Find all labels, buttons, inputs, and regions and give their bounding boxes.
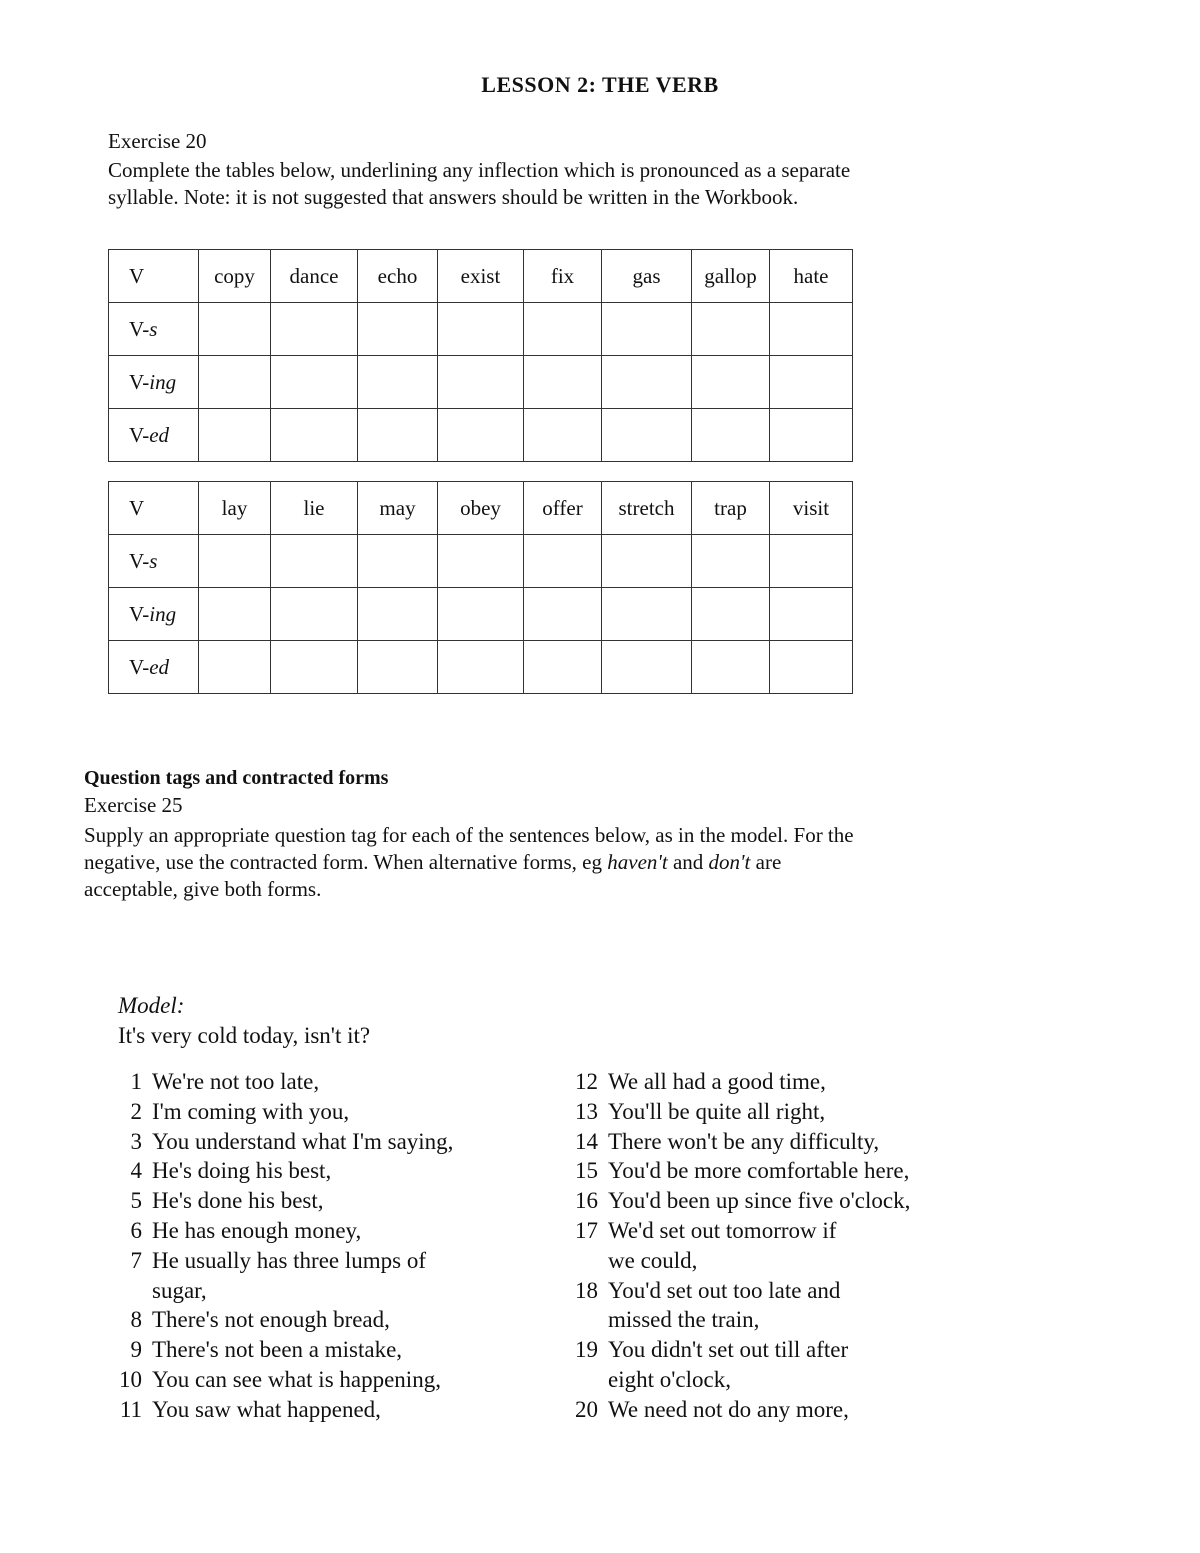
row-v bbox=[109, 250, 853, 303]
row-label bbox=[109, 588, 199, 641]
answer-cell bbox=[271, 303, 358, 356]
answer-cell bbox=[602, 641, 692, 694]
row-v-s bbox=[109, 303, 853, 356]
item-number: 3 bbox=[130, 1128, 142, 1154]
list-item bbox=[112, 1305, 562, 1335]
verb-cell: lay bbox=[199, 482, 271, 535]
item-number: 18 bbox=[575, 1277, 598, 1303]
answer-cell bbox=[199, 641, 271, 694]
item-number: 7 bbox=[130, 1247, 142, 1273]
item-number: 5 bbox=[130, 1188, 142, 1214]
item-text: He usually has three lumps of bbox=[152, 1247, 427, 1273]
answer-cell bbox=[358, 409, 438, 462]
answer-cell bbox=[692, 588, 770, 641]
verb-cell: copy bbox=[199, 250, 271, 303]
verb-cell: may bbox=[358, 482, 438, 535]
answer-cell bbox=[770, 356, 853, 409]
answer-cell bbox=[692, 409, 770, 462]
item-text: You saw what happened, bbox=[152, 1396, 381, 1422]
item-text: He's done his best, bbox=[152, 1188, 324, 1214]
answer-cell bbox=[602, 356, 692, 409]
item-text: There's not enough bread, bbox=[152, 1307, 390, 1333]
answer-cell bbox=[358, 303, 438, 356]
answer-cell bbox=[438, 641, 524, 694]
verb-cell: exist bbox=[438, 250, 524, 303]
row-label-suffix: s bbox=[149, 548, 158, 573]
row-v-ing bbox=[109, 356, 853, 409]
item-number: 10 bbox=[119, 1366, 142, 1392]
list-item bbox=[112, 1156, 562, 1186]
row-label bbox=[109, 409, 199, 462]
answer-cell bbox=[692, 641, 770, 694]
answer-cell bbox=[524, 641, 602, 694]
verb-cell: offer bbox=[524, 482, 602, 535]
item-text: You understand what I'm saying, bbox=[152, 1128, 454, 1154]
item-number: 9 bbox=[130, 1337, 142, 1363]
row-label bbox=[109, 535, 199, 588]
verb-cell: hate bbox=[770, 250, 853, 303]
item-text: We'd set out tomorrow if bbox=[608, 1217, 837, 1243]
answer-cell bbox=[524, 303, 602, 356]
item-text: sugar, bbox=[152, 1277, 207, 1303]
answer-cell bbox=[438, 535, 524, 588]
row-label-prefix: V- bbox=[129, 601, 150, 626]
answer-cell bbox=[438, 588, 524, 641]
instruction-text-c: are acceptable, give both forms. bbox=[84, 850, 782, 901]
row-label-prefix: V- bbox=[129, 548, 150, 573]
row-v-ed bbox=[109, 641, 853, 694]
list-item bbox=[568, 1246, 1008, 1276]
verb-cell: fix bbox=[524, 250, 602, 303]
answer-cell bbox=[770, 303, 853, 356]
row-label bbox=[109, 356, 199, 409]
exercise-20-label: Exercise 20 bbox=[108, 129, 207, 153]
item-text: eight o'clock, bbox=[608, 1366, 731, 1392]
row-label-prefix: V- bbox=[129, 422, 150, 447]
answer-cell bbox=[770, 641, 853, 694]
item-number: 1 bbox=[130, 1069, 142, 1094]
row-v-ing bbox=[109, 588, 853, 641]
exercise-25-label: Exercise 25 bbox=[84, 793, 183, 817]
answer-cell bbox=[271, 535, 358, 588]
item-text: You'd be more comfortable here, bbox=[608, 1158, 910, 1184]
item-number: 12 bbox=[575, 1069, 598, 1094]
answer-cell bbox=[271, 588, 358, 641]
item-number: 20 bbox=[575, 1396, 598, 1422]
answer-cell bbox=[602, 535, 692, 588]
list-item bbox=[568, 1276, 1008, 1306]
model-sentence: It's very cold today, isn't it? bbox=[118, 1023, 371, 1048]
item-text: You'd set out too late and bbox=[608, 1277, 841, 1303]
answer-cell bbox=[692, 356, 770, 409]
list-item bbox=[568, 1127, 1008, 1157]
list-item bbox=[568, 1097, 1008, 1127]
answer-cell bbox=[524, 535, 602, 588]
row-v bbox=[109, 482, 853, 535]
row-label: V bbox=[109, 250, 199, 303]
item-number: 6 bbox=[130, 1217, 142, 1243]
list-item bbox=[568, 1305, 1008, 1335]
item-number: 15 bbox=[575, 1158, 598, 1184]
list-item bbox=[568, 1365, 1008, 1395]
list-item bbox=[112, 1246, 562, 1276]
item-number: 4 bbox=[130, 1158, 142, 1184]
item-text: We're not too late, bbox=[152, 1069, 320, 1094]
row-label-prefix: V- bbox=[129, 369, 150, 394]
list-item bbox=[112, 1127, 562, 1157]
answer-cell bbox=[199, 535, 271, 588]
verb-cell: echo bbox=[358, 250, 438, 303]
example-dont: don't bbox=[708, 850, 751, 874]
list-item bbox=[568, 1067, 1008, 1097]
answer-cell bbox=[524, 588, 602, 641]
list-item bbox=[112, 1216, 562, 1246]
item-text: You can see what is happening, bbox=[152, 1366, 441, 1392]
answer-cell bbox=[358, 535, 438, 588]
answer-cell bbox=[358, 356, 438, 409]
item-number: 8 bbox=[130, 1307, 142, 1333]
page-title: LESSON 2: THE VERB bbox=[481, 72, 719, 97]
row-v-s bbox=[109, 535, 853, 588]
list-item bbox=[112, 1395, 562, 1425]
answer-cell bbox=[692, 535, 770, 588]
verb-table-1 bbox=[108, 249, 853, 462]
list-item bbox=[112, 1186, 562, 1216]
verb-cell: gallop bbox=[692, 250, 770, 303]
item-number: 17 bbox=[575, 1217, 598, 1243]
answer-cell bbox=[199, 303, 271, 356]
item-text: I'm coming with you, bbox=[152, 1098, 350, 1124]
list-item bbox=[112, 1335, 562, 1365]
verb-cell: lie bbox=[271, 482, 358, 535]
sentence-list-right bbox=[568, 1067, 1008, 1425]
exercise-25-instruction bbox=[84, 822, 864, 903]
verb-cell: obey bbox=[438, 482, 524, 535]
item-number: 16 bbox=[575, 1188, 598, 1214]
row-label-suffix: ing bbox=[149, 601, 177, 626]
answer-cell bbox=[199, 356, 271, 409]
answer-cell bbox=[438, 356, 524, 409]
item-number: 13 bbox=[575, 1098, 598, 1124]
row-label-suffix: ing bbox=[149, 369, 177, 394]
list-item bbox=[112, 1097, 562, 1127]
example-havent: haven't bbox=[607, 850, 668, 874]
verb-cell: visit bbox=[770, 482, 853, 535]
list-item bbox=[568, 1156, 1008, 1186]
answer-cell bbox=[602, 303, 692, 356]
item-number: 2 bbox=[130, 1098, 142, 1124]
row-label bbox=[109, 303, 199, 356]
answer-cell bbox=[770, 409, 853, 462]
item-text: we could, bbox=[608, 1247, 698, 1273]
list-item bbox=[568, 1216, 1008, 1246]
answer-cell bbox=[438, 409, 524, 462]
list-item bbox=[112, 1365, 562, 1395]
item-text: You didn't set out till after bbox=[608, 1337, 849, 1363]
list-item bbox=[112, 1067, 562, 1097]
answer-cell bbox=[692, 303, 770, 356]
verb-cell: stretch bbox=[602, 482, 692, 535]
row-label-prefix: V- bbox=[129, 316, 150, 341]
row-v-ed bbox=[109, 409, 853, 462]
answer-cell bbox=[524, 409, 602, 462]
item-text: You'll be quite all right, bbox=[608, 1098, 826, 1124]
item-text: We all had a good time, bbox=[608, 1069, 826, 1094]
item-text: He has enough money, bbox=[152, 1217, 362, 1243]
item-text: missed the train, bbox=[608, 1307, 760, 1333]
answer-cell bbox=[358, 641, 438, 694]
row-label-prefix: V- bbox=[129, 654, 150, 679]
exercise-20-instruction: Complete the tables below, underlining any inflection which is pronounced as a separate syllable. Note: it is not suggested that answers should be written in the Workbook. bbox=[108, 158, 851, 209]
instruction-text-b: and bbox=[667, 850, 709, 874]
row-label: V bbox=[109, 482, 199, 535]
row-label-suffix: ed bbox=[149, 654, 170, 679]
row-label-suffix: s bbox=[149, 316, 158, 341]
sentence-list-left bbox=[112, 1067, 562, 1425]
item-text: He's doing his best, bbox=[152, 1158, 332, 1184]
answer-cell bbox=[358, 588, 438, 641]
item-number: 19 bbox=[575, 1337, 598, 1363]
item-text: There's not been a mistake, bbox=[152, 1337, 403, 1363]
verb-cell: dance bbox=[271, 250, 358, 303]
list-item bbox=[568, 1335, 1008, 1365]
row-label bbox=[109, 641, 199, 694]
answer-cell bbox=[199, 588, 271, 641]
answer-cell bbox=[271, 641, 358, 694]
answer-cell bbox=[770, 535, 853, 588]
list-item bbox=[112, 1276, 562, 1306]
row-label-suffix: ed bbox=[149, 422, 170, 447]
answer-cell bbox=[602, 588, 692, 641]
list-item bbox=[568, 1395, 1008, 1425]
item-text: You'd been up since five o'clock, bbox=[608, 1188, 911, 1214]
answer-cell bbox=[271, 356, 358, 409]
answer-cell bbox=[770, 588, 853, 641]
item-number: 14 bbox=[575, 1128, 598, 1154]
item-text: There won't be any difficulty, bbox=[608, 1128, 880, 1154]
answer-cell bbox=[524, 356, 602, 409]
model-label: Model: bbox=[118, 993, 185, 1018]
answer-cell bbox=[602, 409, 692, 462]
answer-cell bbox=[199, 409, 271, 462]
item-text: We need not do any more, bbox=[608, 1396, 849, 1422]
answer-cell bbox=[271, 409, 358, 462]
verb-cell: trap bbox=[692, 482, 770, 535]
instruction-text-a: Supply an appropriate question tag for each of the sentences below, as in the model. For the negative, use the contracted form. When alternative forms, eg bbox=[84, 823, 854, 874]
item-number: 11 bbox=[119, 1396, 142, 1422]
section-heading: Question tags and contracted forms bbox=[84, 767, 389, 789]
verb-table-2 bbox=[108, 481, 853, 694]
answer-cell bbox=[438, 303, 524, 356]
verb-cell: gas bbox=[602, 250, 692, 303]
list-item bbox=[568, 1186, 1008, 1216]
